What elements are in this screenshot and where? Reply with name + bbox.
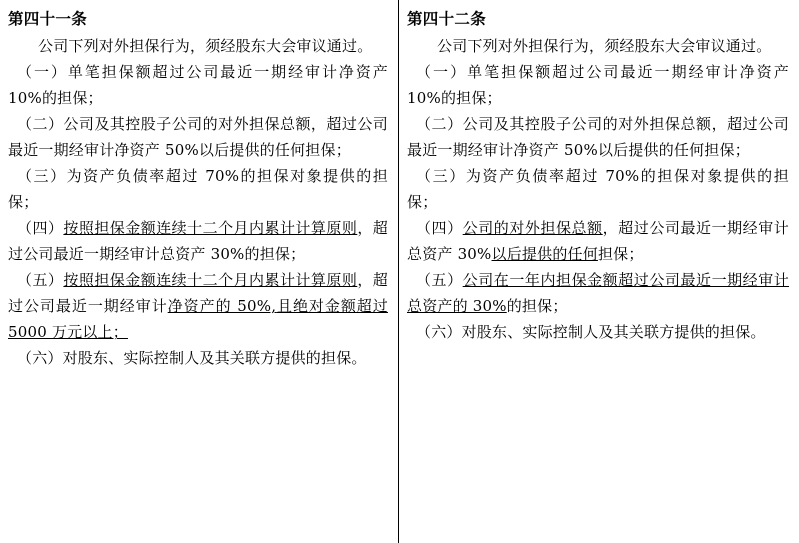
article-heading-left: 第四十一条 [8, 9, 88, 28]
paragraph [8, 33, 388, 59]
paragraph [8, 215, 388, 267]
underlined-text-run: 且绝对金额超过 5000 万元以上； [8, 297, 388, 341]
article-body-left [8, 33, 388, 371]
underlined-text-run: 公司的对外担保总额 [462, 219, 603, 237]
text-run: （四） [17, 219, 64, 237]
underlined-text-run: 任何 [567, 245, 598, 263]
paragraph [407, 33, 789, 59]
text-run: 公司下列对外担保行为，须经股东大会审议通过。 [38, 37, 373, 55]
paragraph [407, 163, 789, 215]
paragraph [8, 163, 388, 215]
paragraph [8, 111, 388, 163]
article-body-right [407, 33, 789, 345]
article-heading-right: 第四十二条 [407, 9, 487, 28]
underlined-text-run: 总资产的 30% [407, 297, 507, 315]
paragraph [8, 267, 388, 345]
text-run: （二）公司及其控股子公司的对外担保总额，超过公司最近一期经审计净资产 50%以后提供的任何担保； [407, 115, 789, 159]
text-run: （三）为资产负债率超过 70%的担保对象提供的担保； [407, 167, 789, 211]
text-run: 担保； [597, 245, 644, 263]
text-run: （二）公司及其控股子公司的对外担保总额，超过公司最近一期经审计净资产 50%以后提供的任何担保； [8, 115, 388, 159]
underlined-text-run: 净资产的 50%, [167, 297, 277, 315]
text-run: ，超过公司最近一期经审计 [8, 271, 388, 315]
text-run: （六）对股东、实际控制人及其关联方提供的担保。 [17, 349, 367, 367]
underlined-text-run: 按照担保金额连续十二个月内累计计算原则 [63, 271, 358, 289]
text-run: （四） [416, 219, 463, 237]
text-run: （五） [17, 271, 64, 289]
paragraph [407, 267, 789, 319]
text-run: （三）为资产负债率超过 70%的担保对象提供的担保； [8, 167, 388, 211]
paragraph [407, 215, 789, 267]
text-run: 的担保； [506, 297, 568, 315]
text-run: （一）单笔担保额超过公司最近一期经审计净资产 10%的担保； [407, 63, 789, 107]
underlined-text-run: 按照担保金额连续十二个月内累计计算原则 [63, 219, 358, 237]
text-run: （五） [416, 271, 463, 289]
underlined-text-run: 以后提供的 [491, 245, 568, 263]
text-run: （一）单笔担保额超过公司最近一期经审计净资产 10%的担保； [8, 63, 388, 107]
text-run: （六）对股东、实际控制人及其关联方提供的担保。 [416, 323, 766, 341]
paragraph [407, 111, 789, 163]
paragraph [407, 319, 789, 345]
text-run: ，超过公司最近一期经审计总资产 30% [407, 219, 789, 263]
text-run: ，超过公司最近一期经审计总资产 30%的担保； [8, 219, 388, 263]
text-run: 公司下列对外担保行为，须经股东大会审议通过。 [437, 37, 772, 55]
underlined-text-run: 公司在一年内担保金额超过公司最近一期经审计 [462, 271, 789, 289]
paragraph [407, 59, 789, 111]
paragraph [8, 59, 388, 111]
table-cell-left [0, 0, 399, 543]
table-cell-right [399, 0, 799, 543]
paragraph [8, 345, 388, 371]
